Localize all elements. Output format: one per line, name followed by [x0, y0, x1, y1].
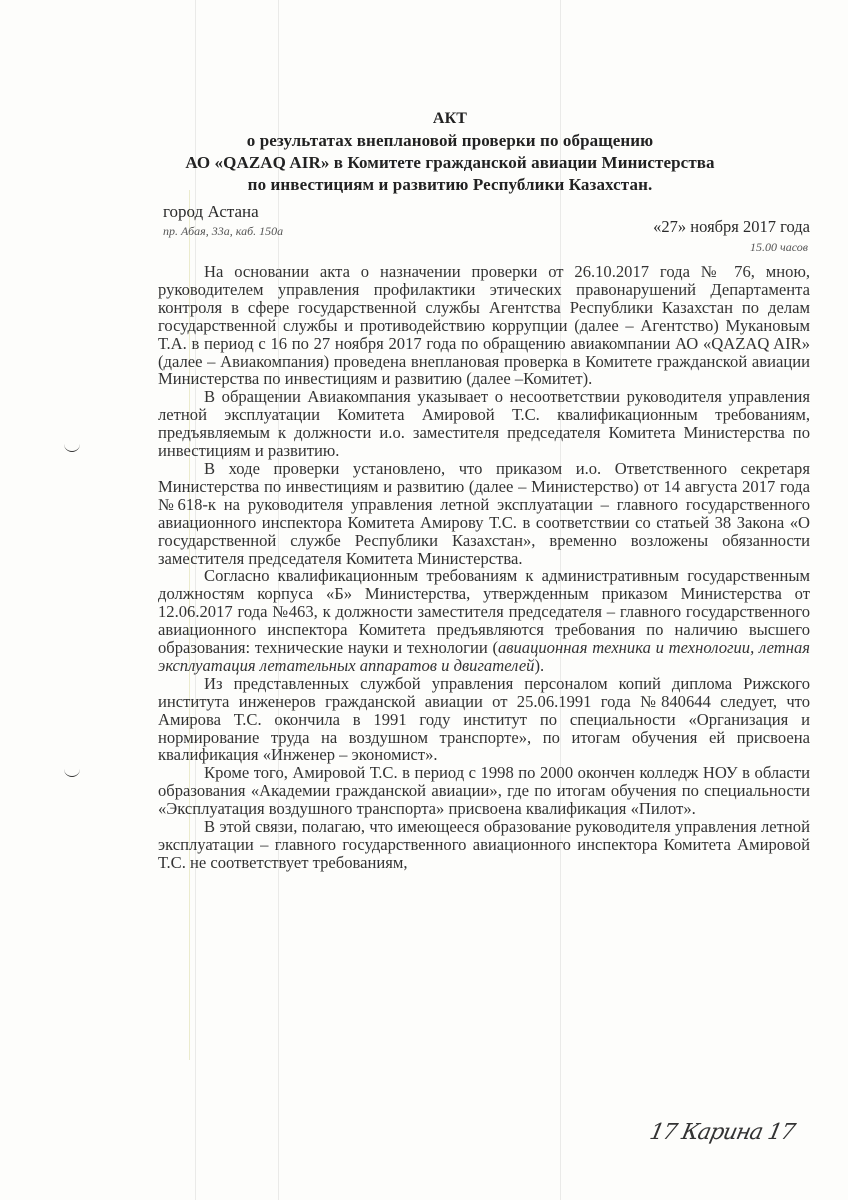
document-time: 15.00 часов	[750, 240, 808, 254]
document-date: «27» ноября 2017 года	[653, 217, 810, 236]
document-title-block	[100, 108, 800, 196]
paragraph: На основании акта о назначении проверки от 26.10.2017 года № 76, мною, руководителем управления профилактики этических правонарушений Департамента контроля в сфере государственной службы Агентства Республики Казахстан по делам государственной службы и противодействию коррупции (далее – Агентство) Мукановым Т.А. в период с 16 по 27 ноября 2017 года по обращению авиакомпании АО «QAZAQ AIR» (далее – Авиакомпания) проведена внеплановая проверка в Комитете гражданской авиации Министерства по инвестициям и развитию (далее –Комитет).	[158, 262, 810, 389]
handwritten-signature: 17 Карина 17	[647, 1120, 797, 1145]
address: пр. Абая, 33а, каб. 150а	[163, 224, 284, 238]
paragraph: Из представленных службой управления персоналом копий диплома Рижского института инженеров гражданской авиации от 25.06.1991 года №840644 следует, что Амирова Т.С. окончила в 1991 году институт по специальности «Организация и нормирование труда на воздушном транспорте», по итогам обучения ей присвоена квалификация «Инженер – экономист».	[158, 673, 810, 765]
paragraph: Кроме того, Амировой Т.С. в период с 1998 по 2000 окончен колледж НОУ в области образования «Академии гражданской авиации», где по итогам обучения по специальности «Эксплуатация воздушного транспорта» присвоена квалификация «Пилот».	[158, 763, 810, 819]
paragraph-text: Согласно квалификационным требованиям к административным государственным должностям корпуса «Б» Министерства, утвержденным приказом Министерства от 12.06.2017 года №463, к должности заместителя председателя – главного государственного авиационного инспектора Комитета предъявляются требования по наличию высшего образования: технические науки и технологии (	[158, 566, 810, 658]
document-subtitle-line: по инвестициям и развитию Республики Казахстан.	[247, 175, 653, 194]
binding-hole-mark	[64, 443, 80, 452]
paragraph-qualification	[158, 567, 810, 674]
binding-hole-mark	[64, 768, 80, 777]
document-subtitle-line: АО «QAZAQ AIR» в Комитете гражданской авиации Министерства	[185, 153, 715, 172]
paragraph-italic: авиационная техника и технологии, летная эксплуатация летательных аппаратов и двигателей	[158, 638, 810, 675]
place: город Астана	[163, 202, 259, 221]
document-body	[158, 263, 810, 872]
paragraph: В ходе проверки установлено, что приказом и.о. Ответственного секретаря Министерства по инвестициям и развитию (далее – Министерство) от 14 августа 2017 года №618-к на руководителя управления летной эксплуатации – главного государственного авиационного инспектора Комитета Амирову Т.С. в соответствии со статьей 38 Закона «О государственной службе Республики Казахстан», временно возложены обязанности заместителя председателя Комитета Министерства.	[158, 458, 810, 568]
paragraph: В обращении Авиакомпания указывает о несоответствии руководителя управления летной эксплуатации Комитета Амировой Т.С. квалификационным требованиям, предъявляемым к должности и.о. заместителя председателя Комитета Министерства по инвестициям и развитию.	[158, 387, 810, 461]
document-title: АКТ	[432, 110, 468, 127]
document-subtitle-line: о результатах внеплановой проверки по обращению	[246, 131, 654, 150]
paragraph-text-end: ).	[534, 655, 545, 675]
paragraph: В этой связи, полагаю, что имеющееся образование руководителя управления летной эксплуатации – главного государственного авиационного инспектора Комитета Амировой Т.С. не соответствует требованиям,	[158, 817, 810, 872]
